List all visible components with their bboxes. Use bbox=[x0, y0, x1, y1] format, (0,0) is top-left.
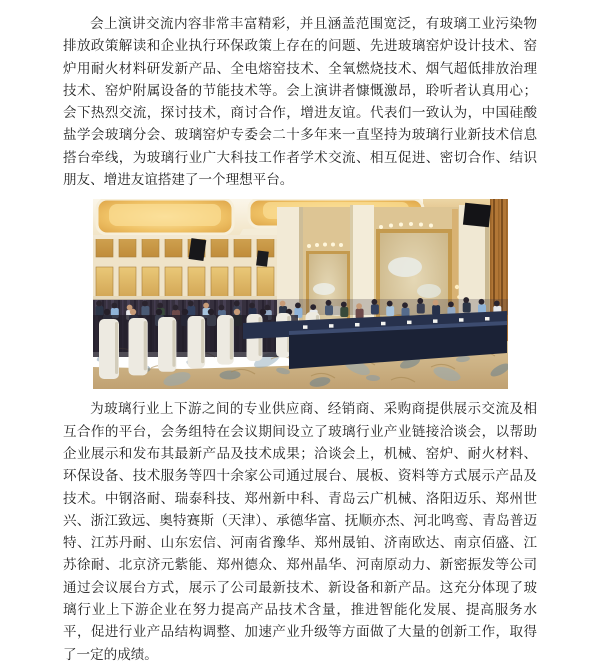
gold-lattice-wall bbox=[93, 235, 277, 301]
paragraph-2: 为玻璃行业上下游之间的专业供应商、经销商、采购商提供展示交流及相互合作的平台，会务组特在会议期间设立了玻璃行业产业链接洽谈会，以帮助企业展示和发布其最新产品及技术成果；洽谈会上，机械、窑炉、耐火材料、环保设备、技术服务等四十余家公司通过展台、展板、资料等方式展示产品及技术。中钢洛耐、瑞泰科技、郑州新中科、青岛云广机械、洛阳迈乐、郑州世兴、浙江致远、奥特赛斯（天津）、承德华富、抚顺亦杰、河北鸣鸾、青岛普迈特、江苏丹耐、山东宏信、河南省豫华、郑州晟铂、济南欧达、南京佰盛、江苏徐耐、北京济元紫能、郑州德众、郑州晶华、河南原动力、新密振发等公司通过会议展台方式，展示了公司最新技术、新设备和新产品。这充分体现了玻璃行业上下游企业在努力提高产品技术含量，推进智能化发展、提高服务水平，促进行业产品结构调整、加速产业升级等方面做了大量的创新工作，取得了一定的成绩。 bbox=[63, 401, 537, 662]
wall-sconce bbox=[454, 285, 458, 289]
paragraph-1: 会上演讲交流内容非常丰富精彩，并且涵盖范围宽泛，有玻璃工业污染物排放政策解读和企业执行环保政策上存在的问题、先进玻璃窑炉设计技术、窑炉用耐火材料研发新产品、全电熔窑技术、全氧燃烧技术、烟气超低排放治理技术、窑炉附属设备的节能技术等。会上演讲者慷慨激昂，聆听者认真用心；会下热烈交流，探讨技术，商讨合作，增进友谊。代表们一致认为，中国硅酸盐学会玻璃分会、玻璃窑炉专委会二十多年来一直坚持为玻璃行业新技术信息搭台牵线，为玻璃行业广大科技工作者学术交流、相互促进、密切合作、结识朋友、增进友谊搭建了一个理想平台。 bbox=[63, 16, 537, 188]
conference-photo bbox=[93, 199, 508, 389]
conference-photo-frame bbox=[93, 199, 508, 389]
